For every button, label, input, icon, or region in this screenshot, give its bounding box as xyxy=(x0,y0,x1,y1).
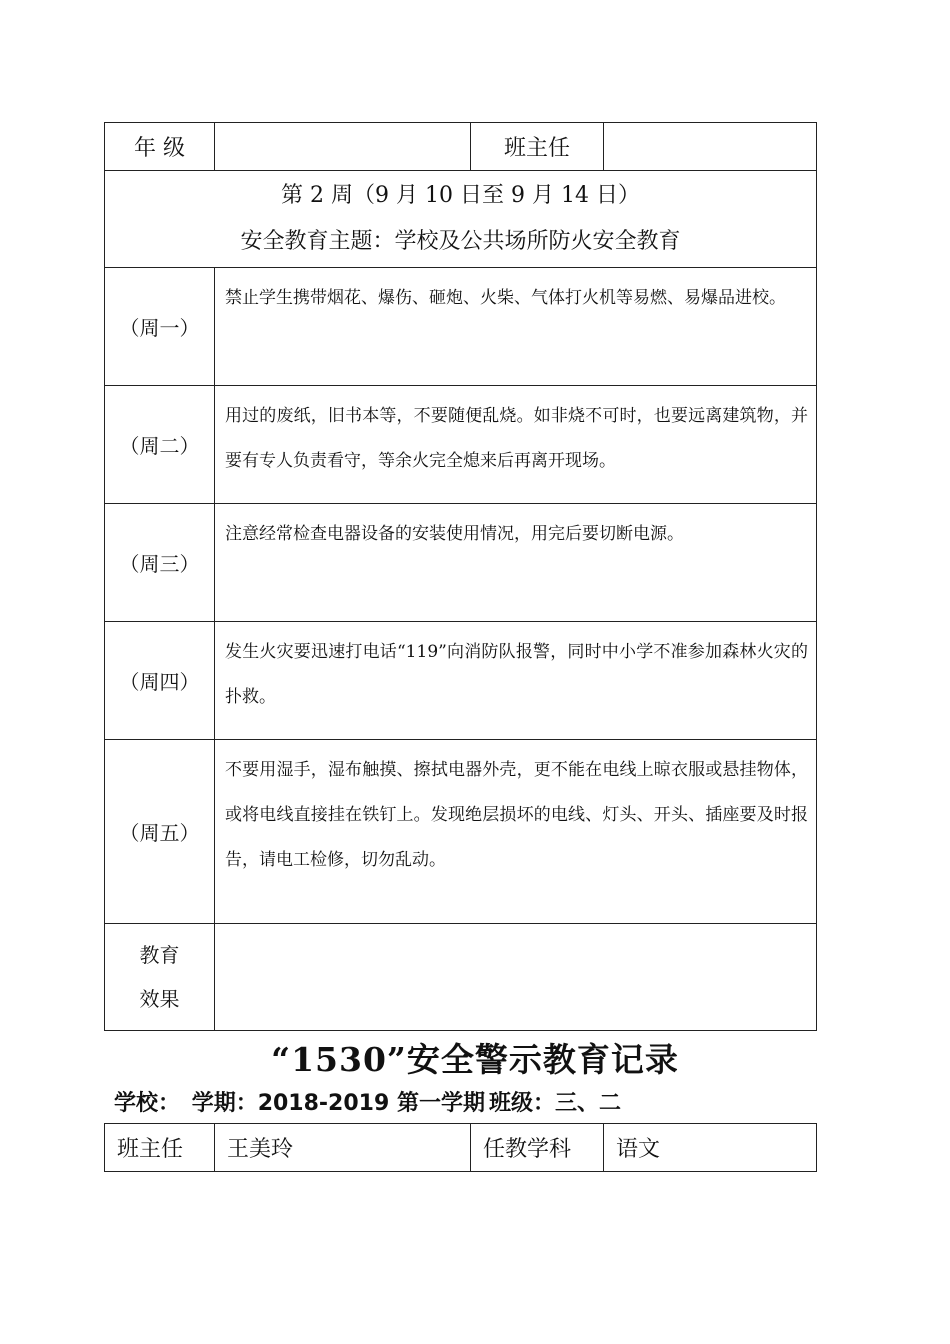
effect-row xyxy=(105,924,817,1031)
effect-label xyxy=(105,924,215,1031)
day-label: （周二） xyxy=(105,386,215,504)
day-label: （周三） xyxy=(105,504,215,622)
grade-label: 年 级 xyxy=(105,123,215,171)
week-theme: 安全教育主题：学校及公共场所防火安全教育 xyxy=(240,229,681,254)
day-row-thu xyxy=(105,622,817,740)
week-range: 第 2 周（9 月 10 日至 9 月 14 日） xyxy=(281,183,640,208)
school-label: 学校： xyxy=(114,1091,181,1116)
day-row-mon xyxy=(105,268,817,386)
footer-teacher-label: 班主任 xyxy=(105,1124,215,1172)
day-content: 禁止学生携带烟花、爆伤、砸炮、火柴、气体打火机等易燃、易爆品进校。 xyxy=(215,268,817,386)
day-label: （周五） xyxy=(105,740,215,924)
teacher-label: 班主任 xyxy=(471,123,604,171)
week-info xyxy=(105,171,817,268)
class-label: 班级：三、二 xyxy=(488,1091,621,1116)
effect-label-line1: 教育 xyxy=(139,943,180,967)
day-label: （周一） xyxy=(105,268,215,386)
term-label: 学期：2018-2019 第一学期 xyxy=(191,1091,485,1116)
day-content: 不要用湿手，湿布触摸、擦拭电器外壳，更不能在电线上晾衣服或悬挂物体，或将电线直接挂在铁钉上。发现绝层损坏的电线、灯头、开头、插座要及时报告，请电工检修，切勿乱动。 xyxy=(215,740,817,924)
teacher-value xyxy=(604,123,817,171)
day-label: （周四） xyxy=(105,622,215,740)
day-row-tue xyxy=(105,386,817,504)
document-title: “1530”安全警示教育记录 xyxy=(271,1040,679,1079)
day-content: 注意经常检查电器设备的安装使用情况，用完后要切断电源。 xyxy=(215,504,817,622)
day-row-fri xyxy=(105,740,817,924)
footer-subject-value: 语文 xyxy=(604,1124,817,1172)
grade-value xyxy=(215,123,471,171)
effect-value xyxy=(215,924,817,1031)
day-row-wed xyxy=(105,504,817,622)
info-line xyxy=(114,1086,625,1117)
teacher-info-table xyxy=(104,1123,817,1172)
weekly-safety-table xyxy=(104,122,817,1031)
week-row xyxy=(105,171,817,268)
footer-subject-label: 任教学科 xyxy=(471,1124,604,1172)
header-row xyxy=(105,123,817,171)
effect-label-line2: 效果 xyxy=(139,987,180,1011)
footer-teacher-value: 王美玲 xyxy=(215,1124,471,1172)
teacher-info-row xyxy=(105,1124,817,1172)
day-content: 发生火灾要迅速打电话“119”向消防队报警，同时中小学不准参加森林火灾的扑救。 xyxy=(215,622,817,740)
day-content: 用过的废纸，旧书本等，不要随便乱烧。如非烧不可时，也要远离建筑物，并要有专人负责看守，等余火完全熄来后再离开现场。 xyxy=(215,386,817,504)
